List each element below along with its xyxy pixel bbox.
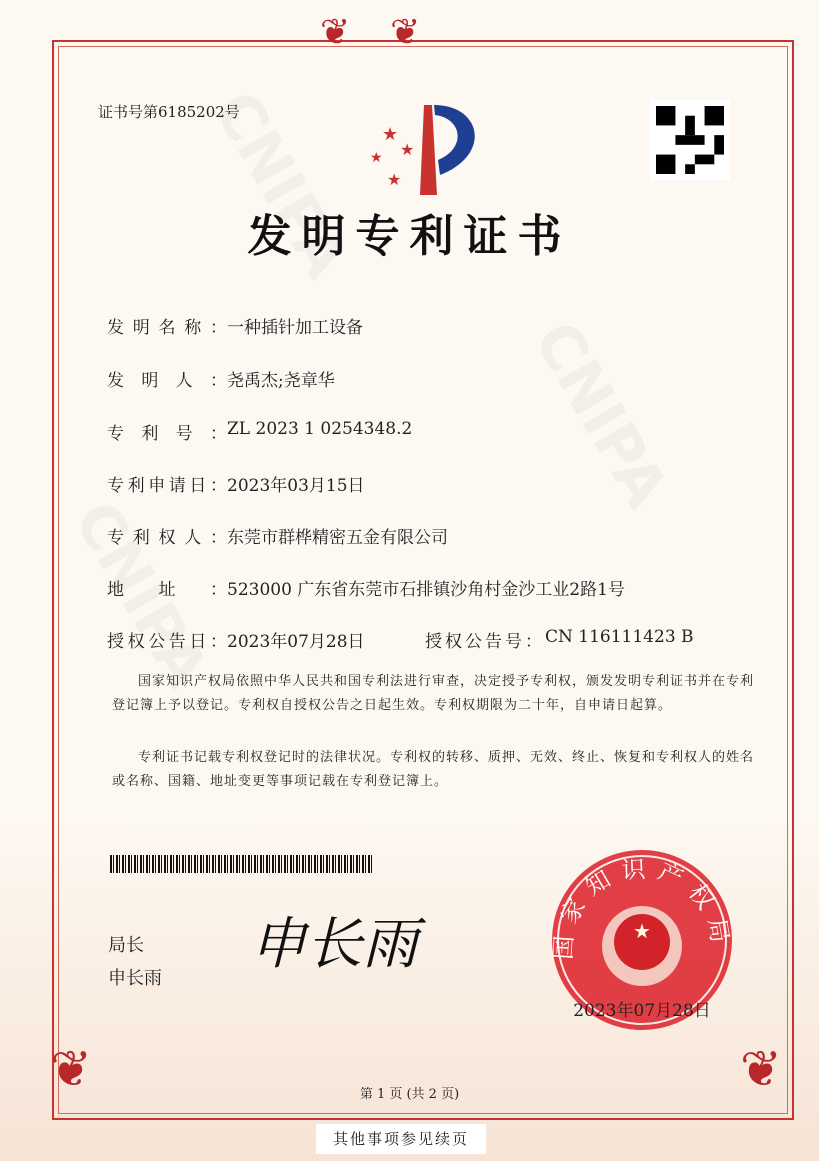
barcode [110, 855, 372, 873]
page-indicator: 第 1 页 (共 2 页) [359, 1087, 460, 1102]
field-label: 发 明 人 ： [107, 371, 227, 391]
qr-code [650, 100, 730, 180]
signer-name: 申长雨 [108, 968, 162, 989]
svg-text:★: ★ [387, 170, 402, 189]
field-value: 一种插针加工设备 [227, 318, 363, 338]
corner-ornament-icon: ❦ [740, 1040, 782, 1098]
field-value: 2023年03月15日 [227, 476, 365, 496]
svg-text:★: ★ [633, 919, 651, 943]
top-ornament-icon: ❦❦ [320, 12, 461, 53]
field-label: 专 利 号 ： [107, 424, 227, 444]
corner-ornament-icon: ❦ [50, 1040, 92, 1098]
field-address [107, 575, 625, 600]
continued-note: 其他事项参见续页 [316, 1124, 486, 1154]
field-label: 授权公告号： [425, 632, 545, 652]
field-patent-number [107, 419, 412, 444]
field-value: CN 116111423 B [545, 627, 694, 647]
field-value: ZL 2023 1 0254348.2 [227, 419, 413, 439]
svg-text:国家知识产权局: 国家知识产权局 [549, 854, 736, 961]
field-value: 尧禹杰;尧章华 [227, 371, 335, 391]
svg-text:★: ★ [370, 150, 383, 166]
field-label: 发 明 名 称 ： [107, 318, 227, 338]
field-value: 东莞市群桦精密五金有限公司 [227, 528, 448, 548]
field-label: 地 址 ： [107, 580, 227, 600]
seal-date: 2023年07月28日 [573, 1001, 711, 1021]
signer-title: 局长 [108, 935, 144, 956]
field-grant-date [107, 627, 694, 652]
cnipa-logo-icon [362, 100, 492, 195]
field-invention-name [107, 313, 363, 338]
paragraph-grant: 国家知识产权局依照中华人民共和国专利法进行审查，决定授予专利权，颁发发明专利证书并在专利登记簿上予以登记。专利权自授权公告之日起生效。专利权期限为二十年，自申请日起算。 [112, 674, 755, 713]
field-label: 专 利 申 请 日 ： [107, 476, 227, 496]
field-value: 2023年07月28日 [227, 632, 365, 652]
official-seal [548, 846, 736, 1034]
field-patentee [107, 523, 448, 548]
certificate-number: 证书号第6185202号 [98, 103, 240, 121]
field-value: 523000 广东省东莞市石排镇沙角村金沙工业2路1号 [227, 580, 625, 600]
field-filing-date [107, 471, 365, 496]
certificate-title: 发明专利证书 [247, 211, 572, 262]
field-label: 专 利 权 人 ： [107, 528, 227, 548]
svg-text:★: ★ [400, 140, 415, 159]
svg-text:★: ★ [382, 124, 399, 145]
field-label: 授 权 公 告 日 ： [107, 632, 227, 652]
field-inventor [107, 366, 335, 391]
paragraph-legal: 专利证书记载专利权登记时的法律状况。专利权的转移、质押、无效、终止、恢复和专利权人的姓名或名称、国籍、地址变更等事项记载在专利登记簿上。 [112, 750, 755, 789]
signature: 申长雨 [250, 912, 418, 977]
